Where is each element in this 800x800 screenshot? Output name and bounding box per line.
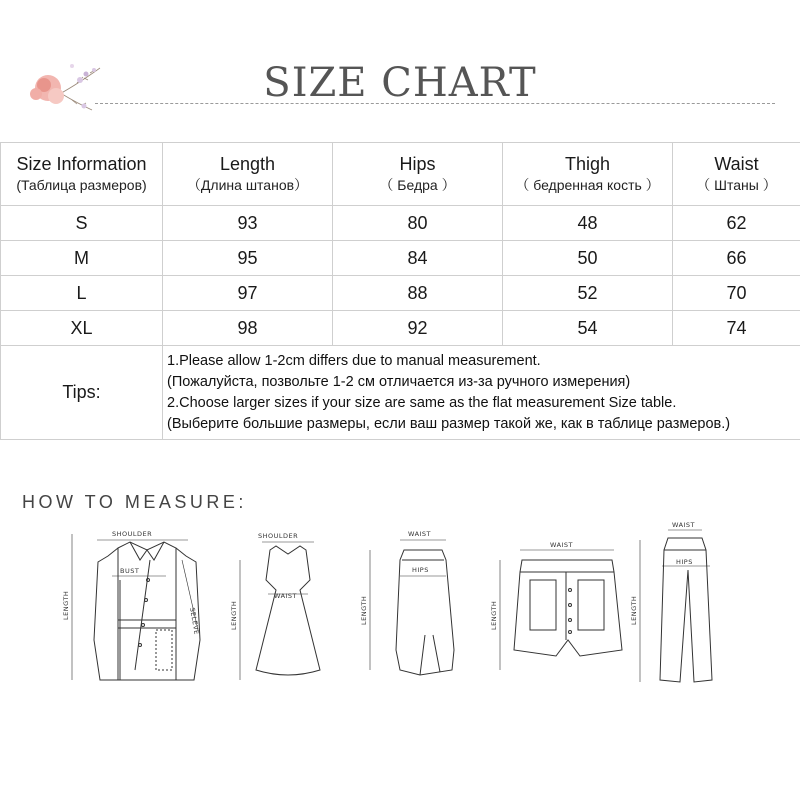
label-waist: WAIST — [408, 530, 432, 538]
label-hips: HIPS — [412, 566, 429, 574]
hips-cell: 80 — [333, 206, 503, 241]
size-table — [0, 142, 800, 440]
header-cell-hips: Hips （ Бедра ） — [333, 143, 503, 206]
tips-label: Tips: — [1, 346, 163, 440]
waist-cell: 74 — [673, 311, 800, 346]
table-row — [1, 241, 800, 276]
length-cell: 93 — [163, 206, 333, 241]
size-cell: M — [1, 241, 163, 276]
page-title: SIZE CHART — [263, 60, 537, 106]
header-cell-size: Size Information (Таблица размеров) — [1, 143, 163, 206]
label-waist: WAIST — [550, 541, 574, 549]
label-hips: HIPS — [676, 558, 693, 566]
thigh-cell: 52 — [503, 276, 673, 311]
size-cell: S — [1, 206, 163, 241]
header-cell-length: Length （Длина штанов） — [163, 143, 333, 206]
waist-cell: 70 — [673, 276, 800, 311]
header-cell-thigh: Thigh （ бедренная кость ） — [503, 143, 673, 206]
waist-cell: 62 — [673, 206, 800, 241]
label-shoulder: SHOULDER — [112, 530, 153, 538]
thigh-cell: 50 — [503, 241, 673, 276]
table-row — [1, 206, 800, 241]
length-cell: 95 — [163, 241, 333, 276]
label-waist: WAIST — [672, 521, 696, 529]
length-cell: 98 — [163, 311, 333, 346]
measurement-illustrations — [0, 520, 800, 700]
shorts-icon — [500, 550, 622, 670]
tip-line: (Выберите большие размеры, если ваш размер такой же, как в таблице размеров.) — [167, 415, 731, 432]
thigh-cell: 48 — [503, 206, 673, 241]
label-length: LENGTH — [490, 600, 498, 630]
label-sleeve: SELEVE — [188, 606, 201, 636]
label-length: LENGTH — [62, 590, 70, 620]
length-cell: 97 — [163, 276, 333, 311]
label-length: LENGTH — [360, 595, 368, 625]
header-cell-waist: Waist （ Штаны ） — [673, 143, 800, 206]
header — [0, 40, 800, 120]
how-to-measure-heading: HOW TO MEASURE: — [22, 492, 247, 512]
table-header-row — [1, 143, 800, 206]
label-bust: BUST — [120, 567, 140, 575]
dress-icon — [240, 542, 320, 680]
tip-line: (Пожалуйста, позвольте 1-2 см отличается из-за ручного измерения) — [167, 373, 631, 390]
label-shoulder: SHOULDER — [258, 532, 299, 540]
tip-line: 1.Please allow 1-2cm differs due to manual measurement. — [167, 352, 541, 369]
hips-cell: 92 — [333, 311, 503, 346]
tips-text — [163, 346, 800, 440]
size-cell: XL — [1, 311, 163, 346]
hips-cell: 84 — [333, 241, 503, 276]
tips-row — [1, 346, 800, 440]
title-divider — [95, 103, 775, 104]
table-row — [1, 276, 800, 311]
label-length: LENGTH — [630, 595, 638, 625]
waist-cell: 66 — [673, 241, 800, 276]
table-row — [1, 311, 800, 346]
thigh-cell: 54 — [503, 311, 673, 346]
label-waist: WAIST — [274, 592, 298, 600]
hips-cell: 88 — [333, 276, 503, 311]
tip-line: 2.Choose larger sizes if your size are same as the flat measurement Size table. — [167, 394, 677, 411]
jacket-icon — [72, 534, 200, 680]
pants-icon — [640, 530, 712, 682]
skirt-icon — [370, 540, 454, 675]
size-cell: L — [1, 276, 163, 311]
label-length: LENGTH — [230, 600, 238, 630]
